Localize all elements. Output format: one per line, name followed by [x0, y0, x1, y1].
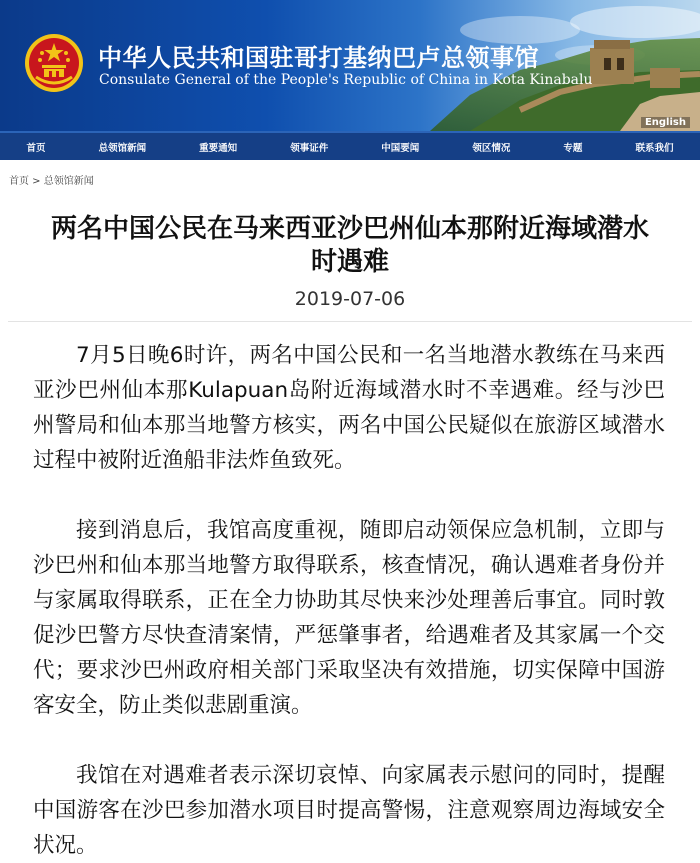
article-paragraph: 接到消息后，我馆高度重视，随即启动领保应急机制，立即与沙巴州和仙本那当地警方取得联系，核查情况，确认遇难者身份并与家属取得联系，正在全力协助其尽快来沙处理善后事宜。同时敦促沙巴警方尽快查清案情，严惩肇事者，给遇难者及其家属一个交代；要求沙巴州政府相关部门采取坚决有效措施，切实保障中国游客安全，防止类似悲剧重演。: [33, 518, 665, 718]
main-nav: [0, 131, 700, 160]
article-title: 两名中国公民在马来西亚沙巴州仙本那附近海域潜水时遇难: [50, 214, 649, 277]
breadcrumb-current-link[interactable]: 总领馆新闻: [43, 176, 94, 187]
nav-item-home[interactable]: 首页: [26, 142, 46, 154]
article-date: 2019-07-06: [294, 288, 406, 310]
breadcrumb-separator: >: [29, 176, 44, 187]
nav-item-consulate-news[interactable]: 总领馆新闻: [98, 142, 147, 154]
article-paragraph: 我馆在对遇难者表示深切哀悼、向家属表示慰问的同时，提醒中国游客在沙巴参加潜水项目时提高警惕，注意观察周边海域安全状况。: [33, 763, 665, 858]
site-title-chinese: 中华人民共和国驻哥打基纳巴卢总领事馆: [98, 44, 539, 72]
nav-item-china-news[interactable]: 中国要闻: [381, 142, 420, 154]
breadcrumb-home-link[interactable]: 首页: [9, 176, 29, 187]
site-title-english: Consulate General of the People's Republic of China in Kota Kinabalu: [99, 72, 593, 88]
nav-item-contact-us[interactable]: 联系我们: [635, 142, 674, 154]
english-language-link[interactable]: English: [641, 117, 690, 128]
nav-item-district-info[interactable]: 领区情况: [472, 142, 511, 154]
site-banner: [0, 0, 700, 131]
breadcrumb: [9, 172, 94, 187]
national-emblem-icon: [24, 33, 84, 93]
nav-item-consular-documents[interactable]: 领事证件: [290, 142, 329, 154]
article-paragraph: 7月5日晚6时许，两名中国公民和一名当地潜水教练在马来西亚沙巴州仙本那Kulapuan岛附近海域潜水时不幸遇难。经与沙巴州警局和仙本那当地警方核实，两名中国公民疑似在旅游区域潜水过程中被附近渔船非法炸鱼致死。: [33, 343, 665, 473]
nav-item-important-notices[interactable]: 重要通知: [199, 142, 238, 154]
title-divider: [8, 321, 692, 322]
nav-item-topics[interactable]: 专题: [563, 142, 583, 154]
